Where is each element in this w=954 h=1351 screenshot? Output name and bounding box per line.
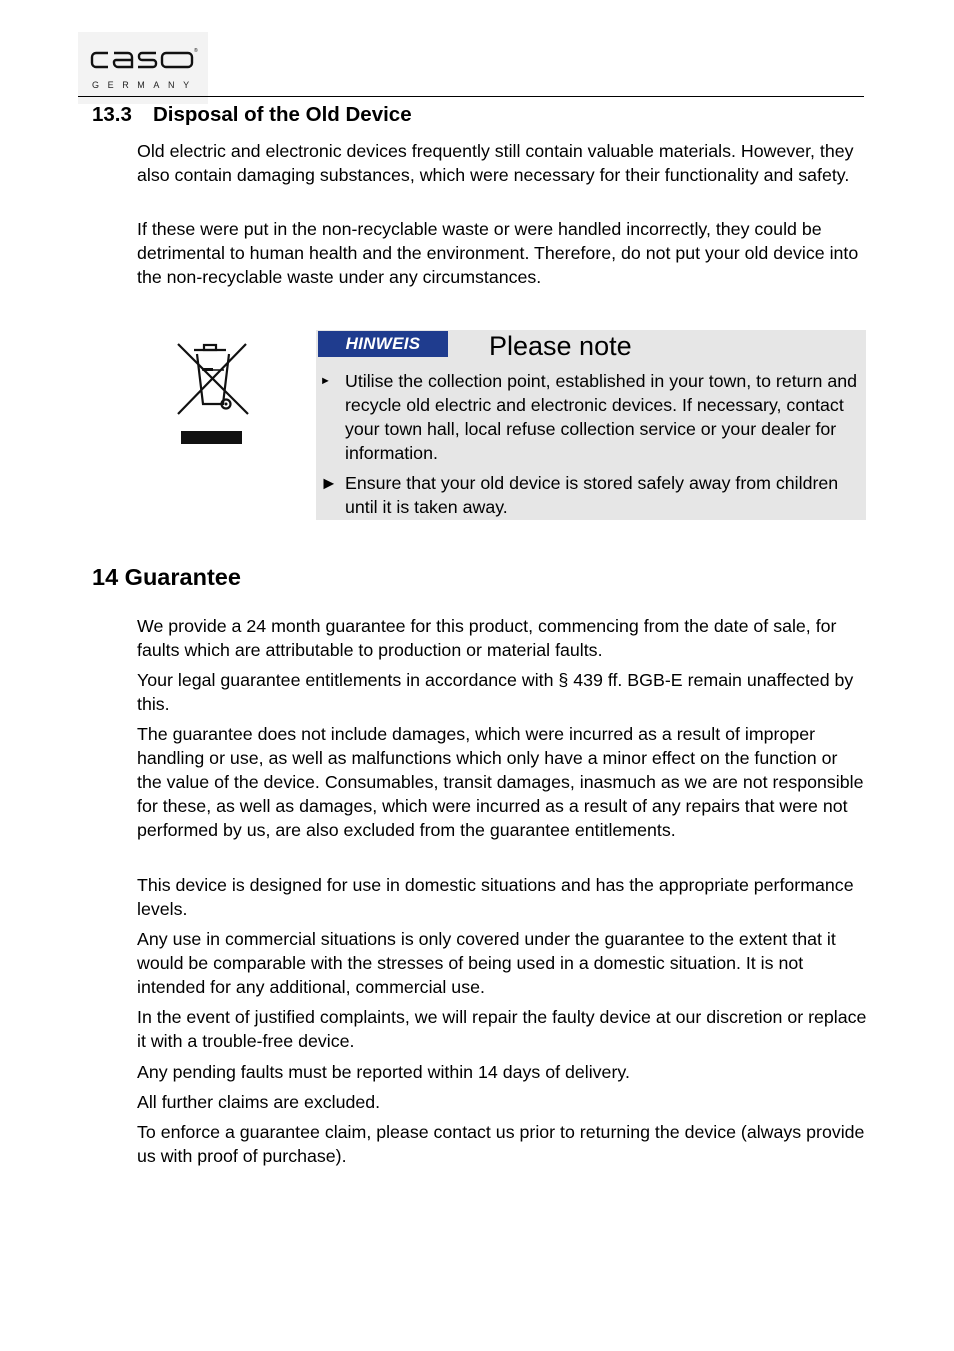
svg-text:®: ® <box>194 48 198 54</box>
bullet-arrow-icon: ► <box>320 375 331 387</box>
crossed-out-wheelie-bin-icon <box>170 338 254 448</box>
hinweis-badge: HINWEIS <box>318 331 448 357</box>
paragraph: Your legal guarantee entitlements in accordance with § 439 ff. BGB-E remain unaffected by this. <box>137 670 854 714</box>
note-title: Please note <box>489 331 632 361</box>
note-bullet: Utilise the collection point, established in your town, to return and recycle old electric and electronic devices. If necessary, contact your town hall, local refuse collection service or your dealer for information. <box>345 371 857 463</box>
bullet-arrow-icon: ► <box>320 473 338 493</box>
paragraph: Any use in commercial situations is only covered under the guarantee to the extent that it would be comparable with the stresses of being used in a domestic situation. It is not intended for any additional, commercial use. <box>137 929 836 997</box>
section-14-heading: 14 Guarantee <box>92 564 241 590</box>
paragraph: To enforce a guarantee claim, please contact us prior to returning the device (always provide us with proof of purchase). <box>137 1122 865 1166</box>
logo-subtitle: GERMANY <box>92 80 198 90</box>
paragraph: Old electric and electronic devices frequently still contain valuable materials. However, they also contain damaging substances, which were necessary for their functionality and safety. <box>137 141 854 185</box>
paragraph: This device is designed for use in domestic situations and has the appropriate performance levels. <box>137 875 854 919</box>
paragraph: We provide a 24 month guarantee for this product, commencing from the date of sale, for faults which are attributable to production or material faults. <box>137 616 837 660</box>
header-divider <box>78 96 864 97</box>
caso-logo-mark <box>78 32 208 104</box>
paragraph: Any pending faults must be reported within 14 days of delivery. <box>137 1062 630 1082</box>
paragraph: If these were put in the non-recyclable waste or were handled incorrectly, they could be detrimental to human health and the environment. Therefore, do not put your old device into the non-recyclable waste under any circumstances. <box>137 219 859 287</box>
paragraph: The guarantee does not include damages, which were incurred as a result of improper handling or use, as well as malfunctions which only have a minor effect on the function or the value of the device. Consumables, transit damages, inasmuch as we are not responsible for these, as well as damages, which were incurred as a result of any repairs that were not performed by us, are also excluded from the guarantee entitlements. <box>137 724 864 840</box>
note-bullet: Ensure that your old device is stored safely away from children until it is taken away. <box>345 473 839 517</box>
section-number: 13.3 <box>92 103 132 126</box>
section-13-3-heading <box>92 103 412 127</box>
section-title: Disposal of the Old Device <box>153 103 412 126</box>
caso-logo <box>78 32 208 104</box>
paragraph: All further claims are excluded. <box>137 1092 381 1112</box>
paragraph: In the event of justified complaints, we will repair the faulty device at our discretion or replace it with a trouble-free device. <box>137 1007 867 1051</box>
